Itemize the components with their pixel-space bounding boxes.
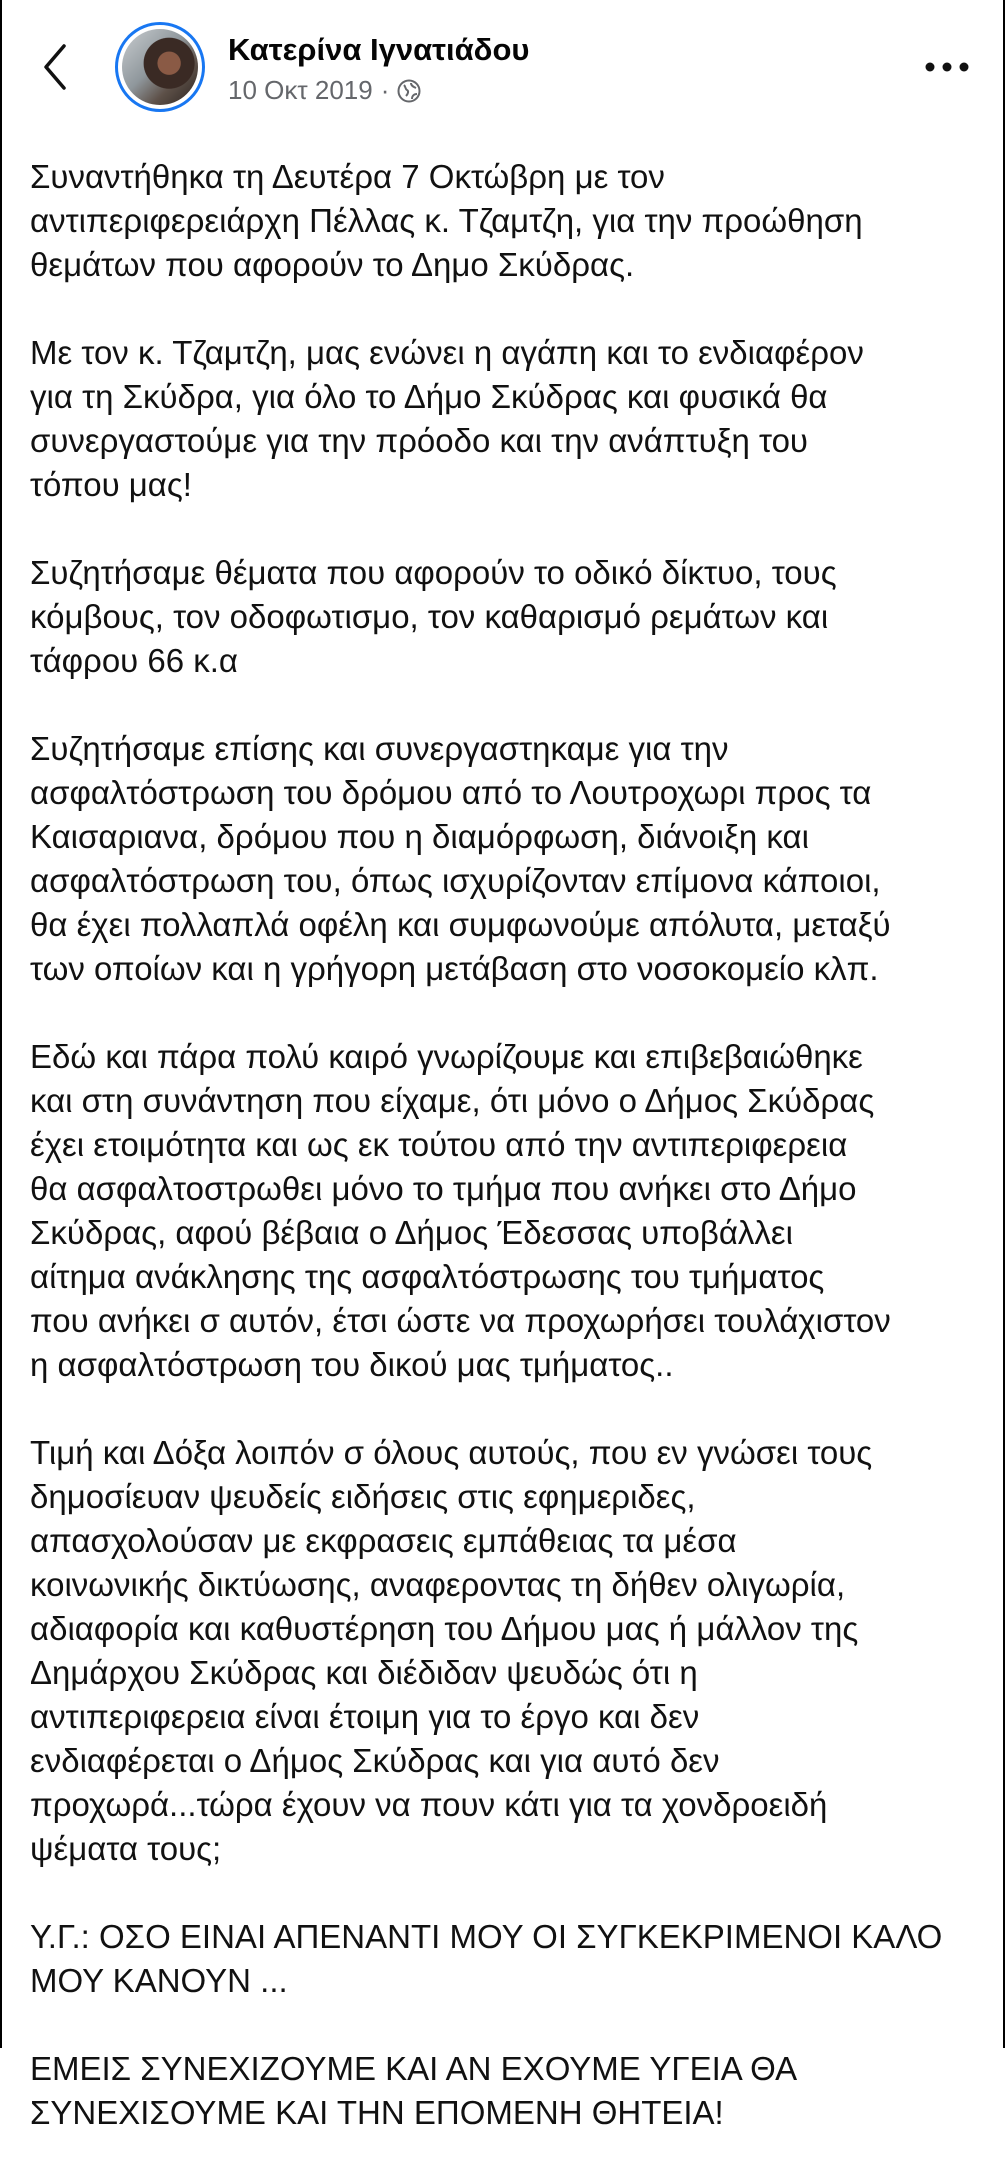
post-text-line: Καισαριανα, δρόμου που η διαμόρφωση, διάνοιξη και bbox=[30, 818, 809, 855]
globe-icon bbox=[397, 79, 421, 103]
post-text-line: προχωρά...τώρα έχουν να πουν κάτι για τα χονδροειδή bbox=[30, 1786, 828, 1823]
post-text-line: συνεργαστούμε για την πρόοδο και την ανάπτυξη του bbox=[30, 422, 808, 459]
post-text-line: θα έχει πολλαπλά οφέλη και συμφωνούμε απόλυτα, μεταξύ bbox=[30, 906, 891, 943]
post-paragraph bbox=[30, 727, 990, 991]
post-body bbox=[30, 155, 990, 2179]
post-text-line: κόμβους, τον οδοφωτισμο, τον καθαρισμό ρεμάτων και bbox=[30, 598, 829, 635]
post-text-line: αίτημα ανάκλησης της ασφαλτόστρωσης του τμήματος bbox=[30, 1258, 825, 1295]
post-text-line: έχει ετοιμότητα και ως εκ τούτου από την αντιπεριφερεια bbox=[30, 1126, 848, 1163]
post-text-line: και στη συνάντηση που είχαμε, ότι μόνο ο Δήμος Σκύδρας bbox=[30, 1082, 875, 1119]
post-text-line: θεμάτων που αφορούν το Δημο Σκύδρας. bbox=[30, 246, 635, 283]
avatar[interactable] bbox=[115, 22, 205, 112]
post-text-line: θα ασφαλτοστρωθει μόνο το τμήμα που ανήκει στο Δήμο bbox=[30, 1170, 857, 1207]
post-paragraph bbox=[30, 2047, 990, 2135]
post-text-line: κοινωνικής δικτύωσης, αναφεροντας τη δήθεν ολιγωρία, bbox=[30, 1566, 846, 1603]
post-text-line: αντιπεριφερειάρχη Πέλλας κ. Τζαμτζη, για την προώθηση bbox=[30, 202, 863, 239]
post-text-line: Συναντήθηκα τη Δευτέρα 7 Οκτώβρη με τον bbox=[30, 158, 665, 195]
post-text-line: ενδιαφέρεται ο Δήμος Σκύδρας και για αυτό δεν bbox=[30, 1742, 720, 1779]
author-name[interactable]: Κατερίνα Ιγνατιάδου bbox=[228, 32, 530, 67]
more-options-button[interactable] bbox=[918, 52, 978, 82]
post-text-line: Σκύδρας, αφού βέβαια ο Δήμος Έδεσσας υποβάλλει bbox=[30, 1214, 793, 1251]
post-header bbox=[0, 0, 1005, 135]
post-text-line: ασφαλτόστρωση του δρόμου από το Λουτροχωρι προς τα bbox=[30, 774, 872, 811]
post-text-line: Δημάρχου Σκύδρας και διέδιδαν ψευδώς ότι η bbox=[30, 1654, 698, 1691]
post-text-line: ΕΜΕΙΣ ΣΥΝΕΧΙΖΟΥΜΕ ΚΑΙ ΑΝ ΕΧΟΥΜΕ ΥΓΕΙΑ ΘΑ bbox=[30, 2050, 798, 2087]
post-paragraph bbox=[30, 331, 990, 507]
post-text-line: ασφαλτόστρωση του, όπως ισχυρίζονταν επίμονα κάποιοι, bbox=[30, 862, 881, 899]
post-text-line: Υ.Γ.: ΟΣΟ ΕΙΝΑΙ ΑΠΕΝΑΝΤΙ ΜΟΥ ΟΙ ΣΥΓΚΕΚΡΙΜΕΝΟΙ ΚΑΛΟ bbox=[30, 1918, 943, 1955]
post-text-line: των οποίων και η γρήγορη μετάβαση στο νοσοκομείο κλπ. bbox=[30, 950, 879, 987]
post-text-line: ΣΥΝΕΧΙΣΟΥΜΕ ΚΑΙ ΤΗΝ ΕΠΟΜΕΝΗ ΘΗΤΕΙΑ! bbox=[30, 2094, 724, 2131]
post-text-line: Συζητήσαμε επίσης και συνεργαστηκαμε για την bbox=[30, 730, 729, 767]
post-paragraph bbox=[30, 551, 990, 683]
post-paragraph bbox=[30, 1915, 990, 2003]
post-text-line: ψέματα τους; bbox=[30, 1830, 222, 1867]
post-paragraph bbox=[30, 1431, 990, 1871]
post-text-line: δημοσίευαν ψευδείς ειδήσεις στις εφημεριδες, bbox=[30, 1478, 696, 1515]
post-text-line: τάφρου 66 κ.α bbox=[30, 642, 239, 679]
post-text-line: Εδώ και πάρα πολύ καιρό γνωρίζουμε και επιβεβαιώθηκε bbox=[30, 1038, 863, 1075]
back-button[interactable] bbox=[40, 42, 70, 92]
more-horizontal-icon bbox=[918, 52, 978, 82]
post-text-line: τόπου μας! bbox=[30, 466, 192, 503]
post-text-line: Με τον κ. Τζαμτζη, μας ενώνει η αγάπη και το ενδιαφέρον bbox=[30, 334, 864, 371]
post-text-line: απασχολούσαν με εκφρασεις εμπάθειας τα μέσα bbox=[30, 1522, 737, 1559]
post-paragraph bbox=[30, 155, 990, 287]
avatar-image bbox=[122, 29, 198, 105]
post-text-line: αδιαφορία και καθυστέρηση του Δήμου μας ή μάλλον της bbox=[30, 1610, 859, 1647]
post-text-line: Συζητήσαμε θέματα που αφορούν το οδικό δίκτυο, τους bbox=[30, 554, 837, 591]
post-text-line: ΜΟΥ ΚΑΝΟΥΝ ... bbox=[30, 1962, 288, 1999]
meta-separator: · bbox=[380, 75, 390, 105]
post-text-line: για τη Σκύδρα, για όλο το Δήμο Σκύδρας και φυσικά θα bbox=[30, 378, 828, 415]
post-text-line: η ασφαλτόστρωση του δικού μας τμήματος.. bbox=[30, 1346, 674, 1383]
post-text-line: που ανήκει σ αυτόν, έτσι ώστε να προχωρήσει τουλάχιστον bbox=[30, 1302, 891, 1339]
chevron-left-icon bbox=[40, 42, 70, 92]
post-paragraph bbox=[30, 1035, 990, 1387]
post-text-line: αντιπεριφερεια είναι έτοιμη για το έργο και δεν bbox=[30, 1698, 700, 1735]
post-text-line: Τιμή και Δόξα λοιπόν σ όλους αυτούς, που εν γνώσει τους bbox=[30, 1434, 873, 1471]
post-meta bbox=[228, 75, 421, 106]
post-date[interactable]: 10 Οκτ 2019 bbox=[228, 75, 373, 105]
